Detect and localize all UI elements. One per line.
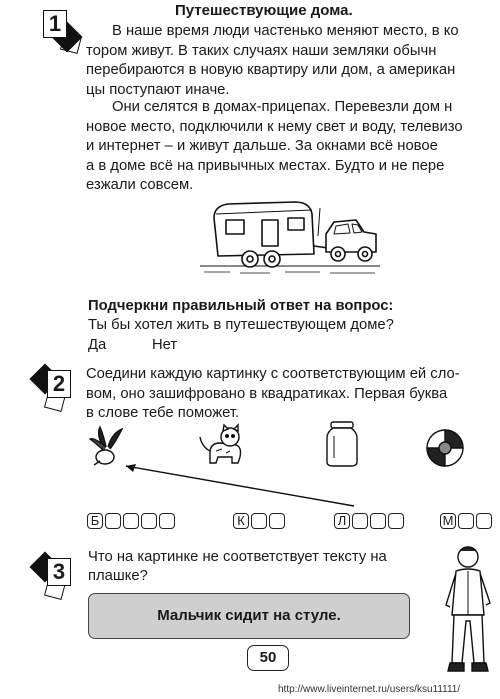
text-line: перебираются в новую квартиру или дом, а американ [86,62,456,78]
letter-box[interactable] [370,513,386,529]
text-line: Соедини каждую картинку с соответствующим ей сло- [86,366,460,382]
story-paragraph-2 [86,98,500,196]
text-line: езжали совсем. [86,177,194,193]
letter-box[interactable] [352,513,368,529]
text-line: вом, оно зашифровано в квадратиках. Первая буква [86,385,448,402]
question-text: Ты бы хотел жить в путешествующем доме? [88,317,394,333]
letter-box: Б [87,513,103,529]
task-2-badge [38,362,82,406]
task-number: 1 [43,10,67,38]
text-line: и интернет – и живут дальше. За окнами всё новое [86,138,438,154]
task-2-instructions [86,365,500,424]
letter-box[interactable] [105,513,121,529]
ball-picture[interactable] [425,428,465,468]
text-line: тором живут. В таких случаях наши земляки обычн [86,42,437,59]
answer-yes[interactable]: Да [88,337,107,353]
letter-box[interactable] [476,513,492,529]
letter-box[interactable] [388,513,404,529]
task-3-question: Что на картинке не соответствует тексту на [88,549,387,565]
letter-box: М [440,513,456,529]
boy-illustration [440,543,498,683]
task-number: 3 [47,558,71,586]
letter-box: Л [334,513,350,529]
text-plate: Мальчик сидит на стуле. [88,593,410,639]
trailer-car-illustration [200,196,390,278]
connection-line [100,458,360,510]
watermark-url: http://www.liveinternet.ru/users/ksu11111/ [278,684,461,695]
letter-box: К [233,513,249,529]
answer-no[interactable]: Нет [152,337,178,353]
story-title: Путешествующие дома. [175,2,353,19]
question-heading: Подчеркни правильный ответ на вопрос: [88,298,394,314]
text-line: в слове тебе поможет. [86,405,240,421]
letter-box[interactable] [458,513,474,529]
task-3-question: плашке? [88,568,148,584]
text-line: цы поступают иначе. [86,81,230,98]
letter-box[interactable] [251,513,267,529]
text-line: а в доме всё на привычных местах. Будто и не пере [86,157,445,174]
text-line: новое место, подключили к нему свет и воду, телевизо [86,118,463,135]
letter-box[interactable] [159,513,175,529]
letter-box[interactable] [123,513,139,529]
letter-box[interactable] [141,513,157,529]
page-number: 50 [247,645,289,671]
task-number: 2 [47,370,71,398]
task-3-badge [38,550,82,594]
story-paragraph-1 [86,22,500,100]
text-line: В наше время люди частенько меняют место, в ко [112,23,459,39]
letter-box[interactable] [269,513,285,529]
task-1-badge [34,2,78,46]
text-line: Они селятся в домах-прицепах. Перевезли дом н [112,99,453,115]
